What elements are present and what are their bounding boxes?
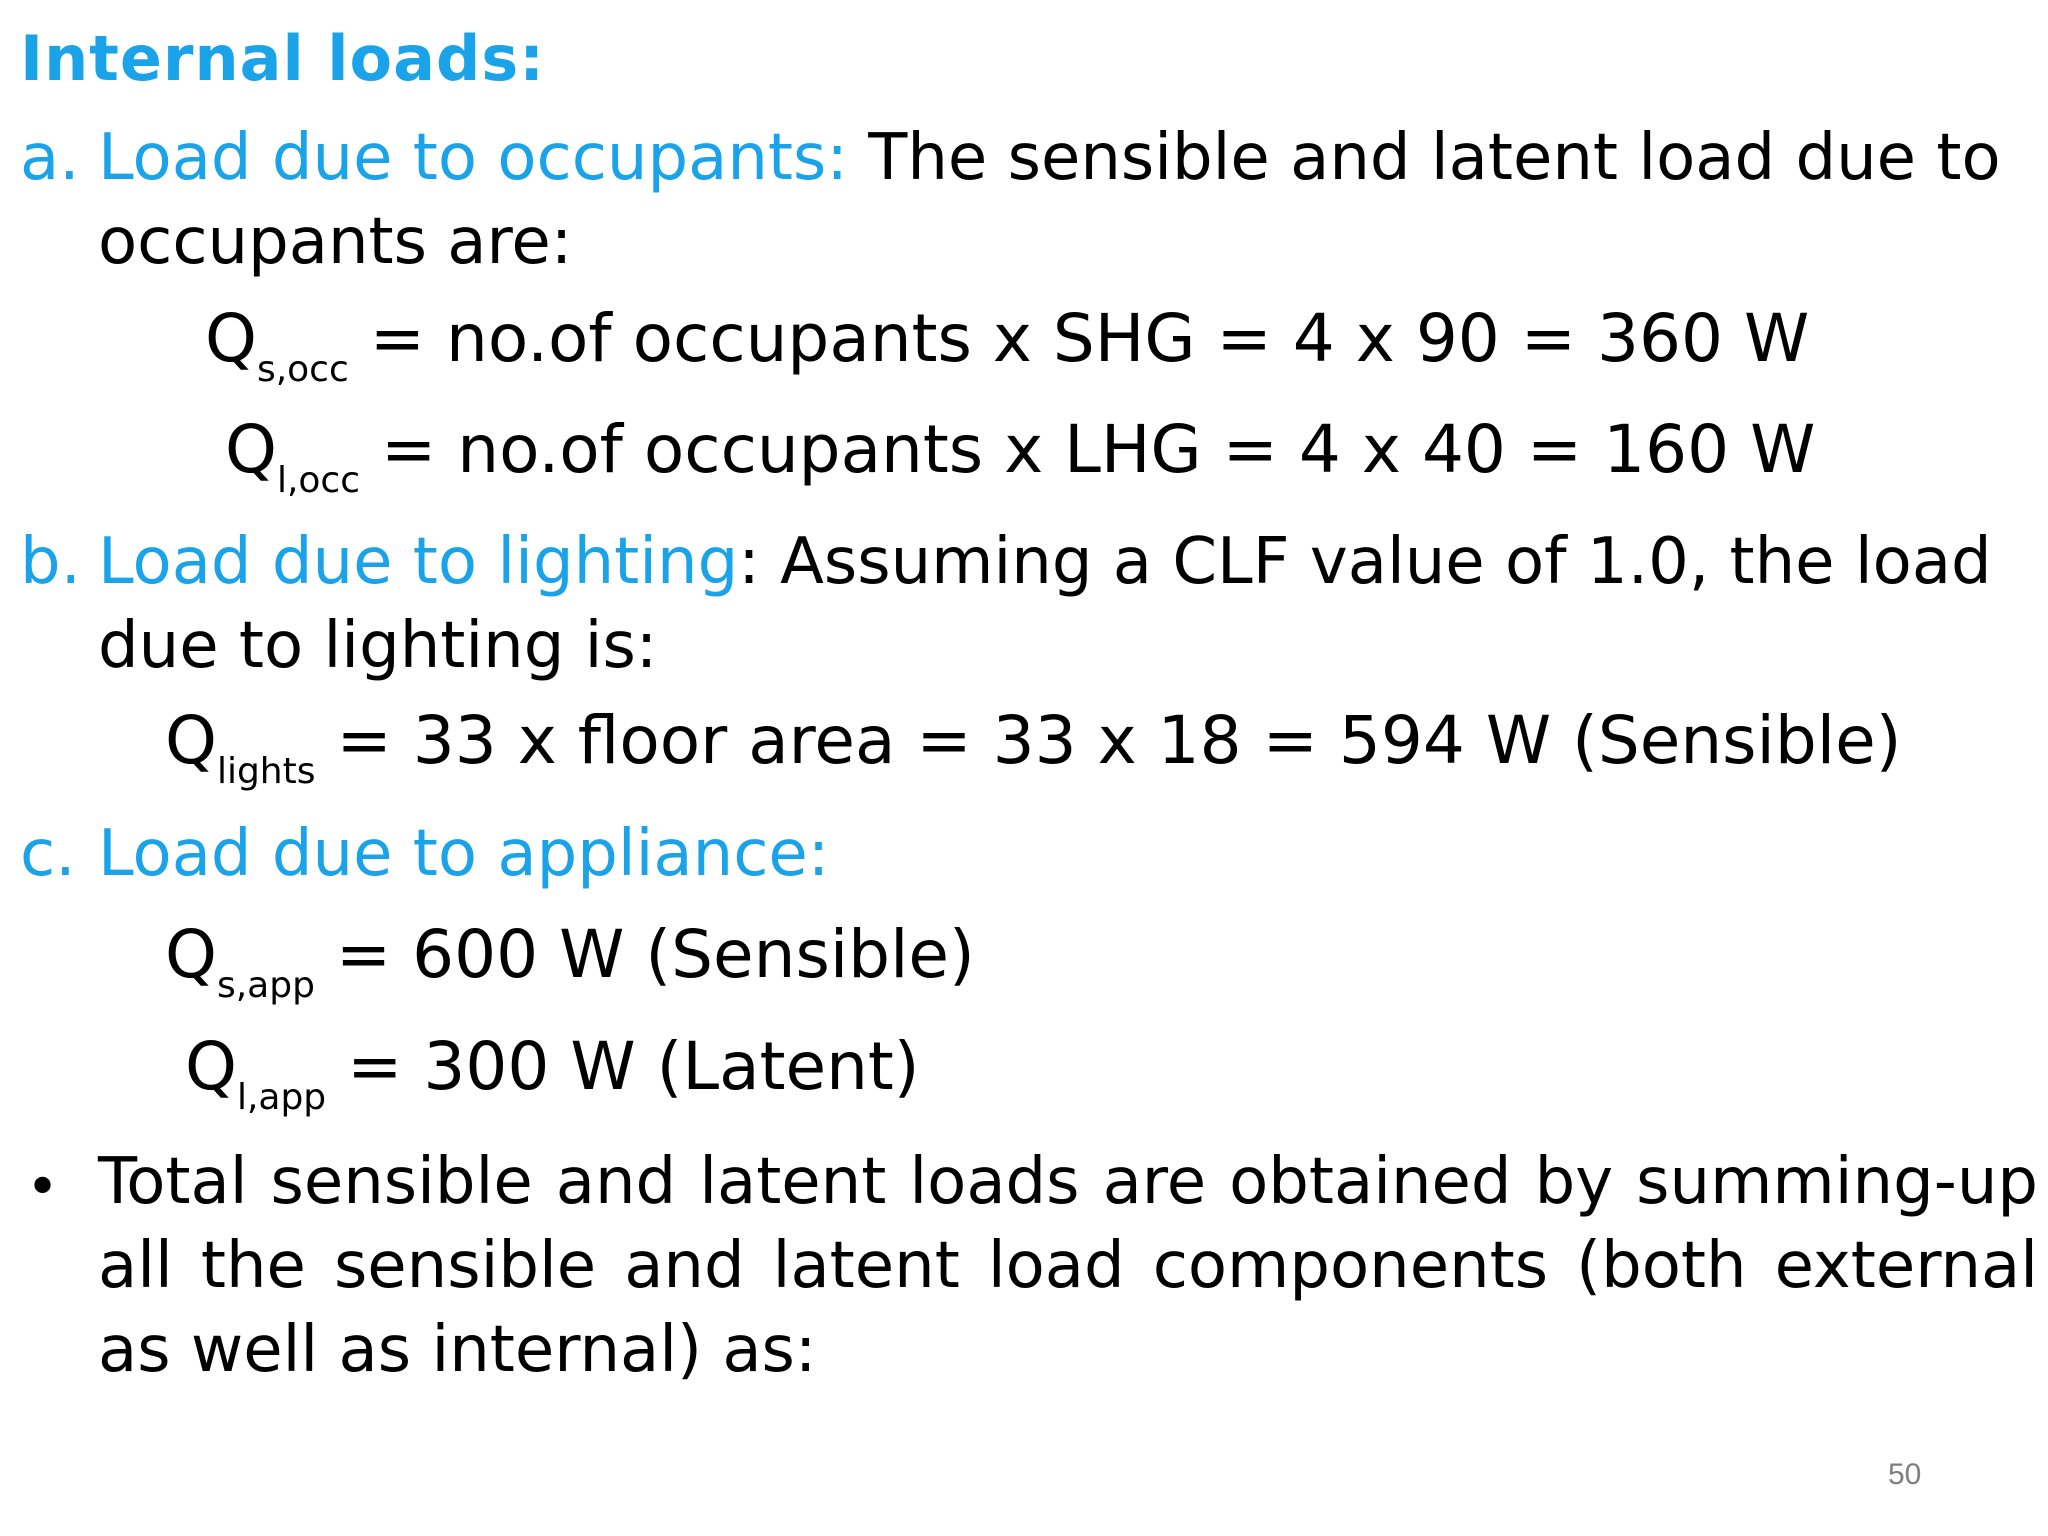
eq-rhs: = 33 x floor area = 33 x 18 = 594 W (Sensible)	[315, 702, 1902, 779]
eq-subscript: s,app	[216, 965, 315, 1006]
item-b-heading: Load due to lighting	[98, 525, 739, 599]
eq-symbol: Q	[185, 1028, 237, 1105]
item-b-text-line2: due to lighting is:	[98, 609, 658, 683]
eq-subscript: lights	[216, 751, 316, 792]
bullet-icon: •	[26, 1155, 60, 1220]
item-a-line1	[98, 121, 2001, 195]
eq-rhs: = no.of occupants x SHG = 4 x 90 = 360 W	[348, 300, 1810, 377]
equation-qs-app	[165, 916, 975, 1006]
eq-symbol: Q	[165, 916, 217, 993]
page-number: 50	[1888, 1458, 1922, 1491]
bullet-text: Total sensible and latent loads are obtained by summing-up all the sensible and latent load components (both external as well as internal) as:	[98, 1145, 2038, 1387]
eq-rhs: = no.of occupants x LHG = 4 x 40 = 160 W	[360, 411, 1816, 488]
eq-subscript: l,app	[236, 1077, 327, 1118]
item-a-marker: a.	[20, 121, 80, 195]
eq-rhs: = 600 W (Sensible)	[314, 916, 975, 993]
eq-rhs: = 300 W (Latent)	[326, 1028, 920, 1105]
item-a-heading: Load due to occupants:	[98, 121, 848, 195]
equation-ql-occ	[225, 411, 1816, 501]
equation-ql-app	[185, 1028, 920, 1118]
item-a-text-line1: The sensible and latent load due to	[847, 121, 2001, 195]
slide-title: Internal loads:	[20, 22, 546, 95]
eq-symbol: Q	[205, 300, 257, 377]
item-b-marker: b.	[20, 525, 81, 599]
item-b-line1	[98, 525, 1992, 599]
item-b-text-line1: : Assuming a CLF value of 1.0, the load	[738, 525, 1992, 599]
item-c-heading: Load due to appliance:	[98, 817, 830, 891]
equation-q-lights	[165, 702, 1902, 792]
eq-subscript: s,occ	[256, 349, 349, 390]
eq-symbol: Q	[225, 411, 277, 488]
item-a-text-line2: occupants are:	[98, 205, 573, 279]
eq-subscript: l,occ	[276, 460, 361, 501]
item-c-marker: c.	[20, 817, 76, 891]
equation-qs-occ	[205, 300, 1810, 390]
eq-symbol: Q	[165, 702, 217, 779]
